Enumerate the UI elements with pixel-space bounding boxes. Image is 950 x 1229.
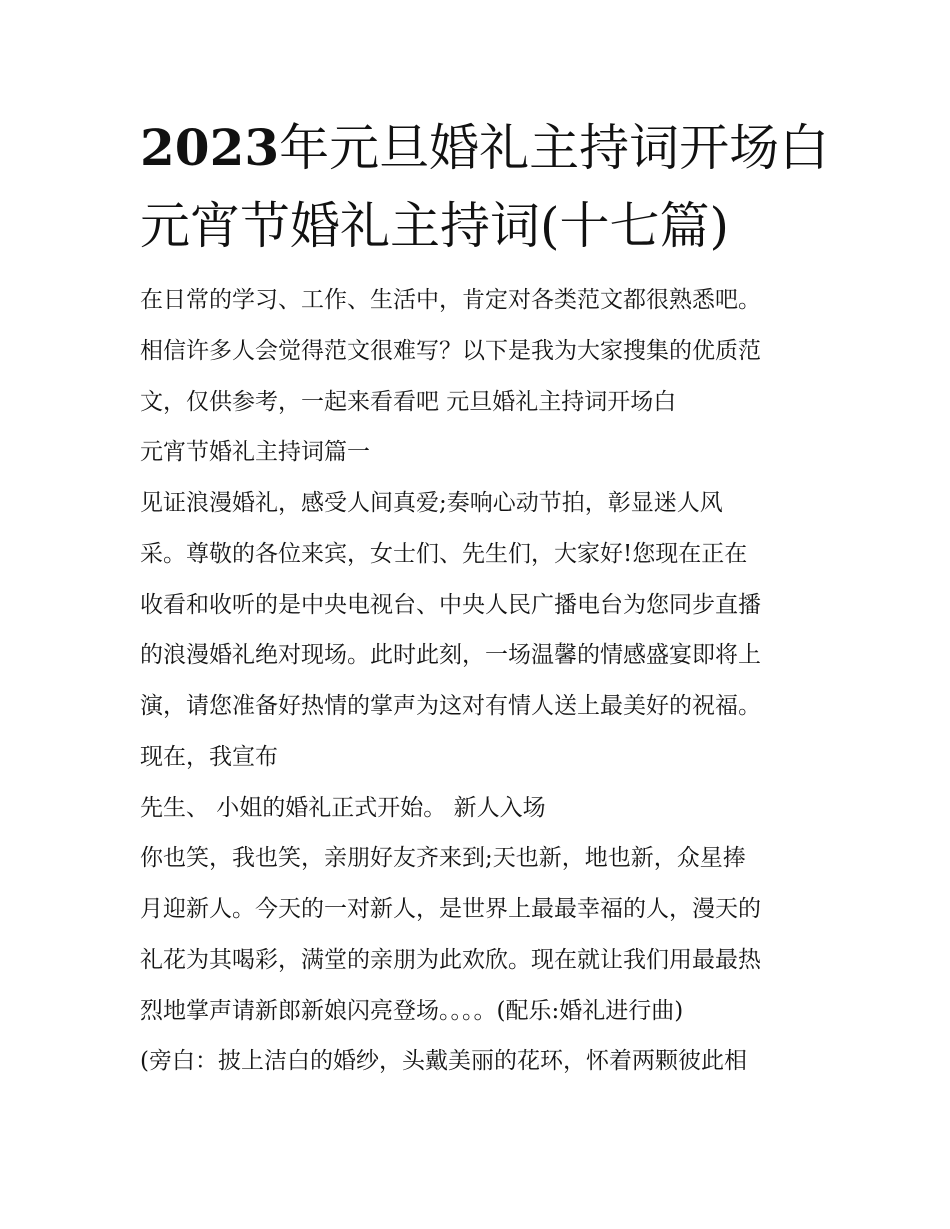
- document-title-line-2: 元宵节婚礼主持词(十七篇): [140, 197, 730, 255]
- title-line-1-text: 年元旦婚礼主持词开场白: [279, 119, 830, 177]
- body-line: 文，仅供参考，一起来看看吧 元旦婚礼主持词开场白: [140, 389, 677, 415]
- body-line: 演，请您准备好热情的掌声为这对有情人送上最美好的祝福。: [140, 693, 761, 719]
- body-line: 月迎新人。今天的一对新人，是世界上最最幸福的人，漫天的: [140, 896, 761, 922]
- body-line: 你也笑，我也笑，亲朋好友齐来到;天也新，地也新，众星捧: [140, 845, 746, 871]
- body-line: 在日常的学习、工作、生活中，肯定对各类范文都很熟悉吧。: [140, 287, 761, 313]
- body-line: 先生、 小姐的婚礼正式开始。 新人入场: [140, 795, 546, 821]
- body-line: 的浪漫婚礼绝对现场。此时此刻，一场温馨的情感盛宴即将上: [140, 642, 761, 668]
- body-line: (旁白：披上洁白的婚纱，头戴美丽的花环，怀着两颗彼此相: [140, 1048, 747, 1074]
- body-line: 烈地掌声请新郎新娘闪亮登场。。。。(配乐:婚礼进行曲): [140, 998, 684, 1024]
- body-line: 现在，我宣布: [140, 744, 278, 770]
- title-year: 2023: [140, 118, 280, 177]
- body-line: 元宵节婚礼主持词篇一: [140, 439, 370, 465]
- body-line: 见证浪漫婚礼，感受人间真爱;奏响心动节拍，彰显迷人风: [140, 490, 723, 516]
- body-line: 收看和收听的是中央电视台、中央人民广播电台为您同步直播: [140, 592, 761, 618]
- body-line: 礼花为其喝彩，满堂的亲朋为此欢欣。现在就让我们用最最热: [140, 947, 761, 973]
- body-line: 采。尊敬的各位来宾，女士们、先生们，大家好!您现在正在: [140, 541, 748, 567]
- body-line: 相信许多人会觉得范文很难写？以下是我为大家搜集的优质范: [140, 338, 761, 364]
- document-title-line-1: [140, 118, 840, 178]
